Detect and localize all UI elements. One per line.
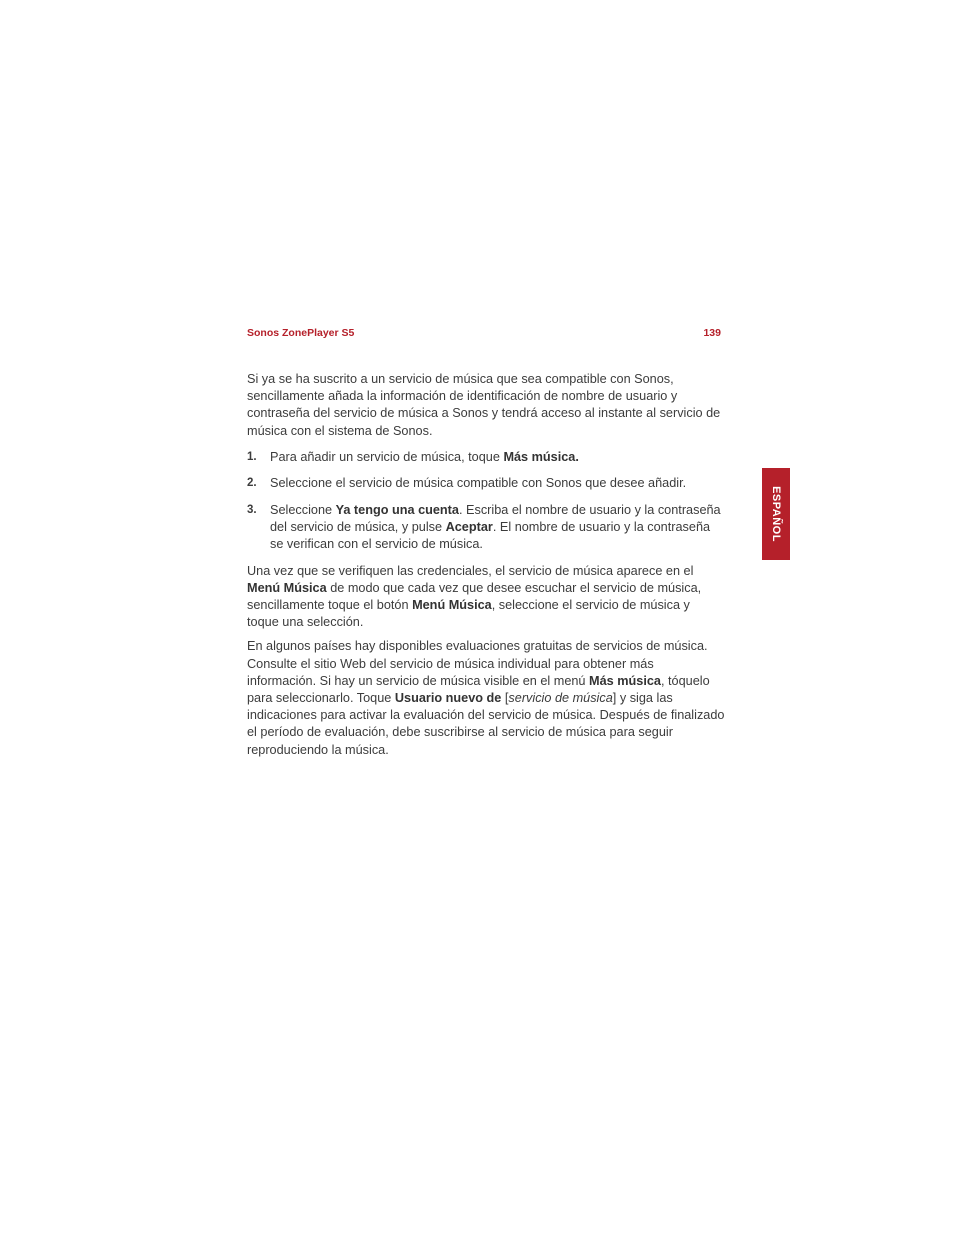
existing-account-term: Ya tengo una cuenta: [335, 502, 459, 517]
page-number: 139: [703, 327, 721, 339]
step-item: 1. Para añadir un servicio de música, toque Más música.: [247, 449, 725, 466]
step-item: 2. Seleccione el servicio de música compatible con Sonos que desee añadir.: [247, 475, 725, 492]
accept-term: Aceptar: [445, 520, 493, 535]
language-tab-label: ESPAÑOL: [770, 486, 782, 542]
step-number: 2.: [247, 477, 257, 490]
free-trial-paragraph: En algunos países hay disponibles evaluaciones gratuitas de servicios de música. Consulte el sitio Web del servicio de música individual para obtener más información. Si hay un servicio de música visible en el menú Más música, tóquelo para seleccionarlo. Toque Usuario nuevo de [servicio de música] y siga las indicaciones para activar la evaluación del servicio de música. Después de finalizado el período de evaluación, debe suscribirse al servicio de música para seguir reproduciendo la música.: [247, 639, 725, 757]
more-music-term: Más música: [589, 673, 661, 688]
intro-paragraph: Si ya se ha suscrito a un servicio de música que sea compatible con Sonos, sencillamente añada la información de identificación de nombre de usuario y contraseña del servicio de música a Sonos y tendrá acceso al instante al servicio de música con el sistema de Sonos.: [247, 372, 721, 438]
music-menu-term: Menú Música: [412, 598, 492, 613]
new-user-term: Usuario nuevo de: [394, 690, 502, 705]
more-music-term: Más música.: [503, 449, 579, 464]
step-number: 3.: [247, 503, 257, 516]
page-body: [247, 371, 725, 759]
language-tab: [762, 468, 790, 560]
step-number: 1.: [247, 450, 257, 463]
music-menu-paragraph: Una vez que se verifiquen las credenciales, el servicio de música aparece en el Menú Música de modo que cada vez que desee escuchar el servicio de música, sencillamente toque el botón Menú Música, seleccione el servicio de música y toque una selección.: [247, 563, 702, 630]
service-placeholder-term: servicio de música: [508, 690, 613, 705]
music-menu-term: Menú Música: [247, 580, 327, 595]
steps-list: [247, 449, 725, 554]
running-header-title: Sonos ZonePlayer S5: [247, 327, 355, 339]
step-item: 3. Seleccione Ya tengo una cuenta. Escriba el nombre de usuario y la contraseña del servicio de música, y pulse Aceptar. El nombre de usuario y la contraseña se verifican con el servicio de música.: [247, 502, 721, 552]
